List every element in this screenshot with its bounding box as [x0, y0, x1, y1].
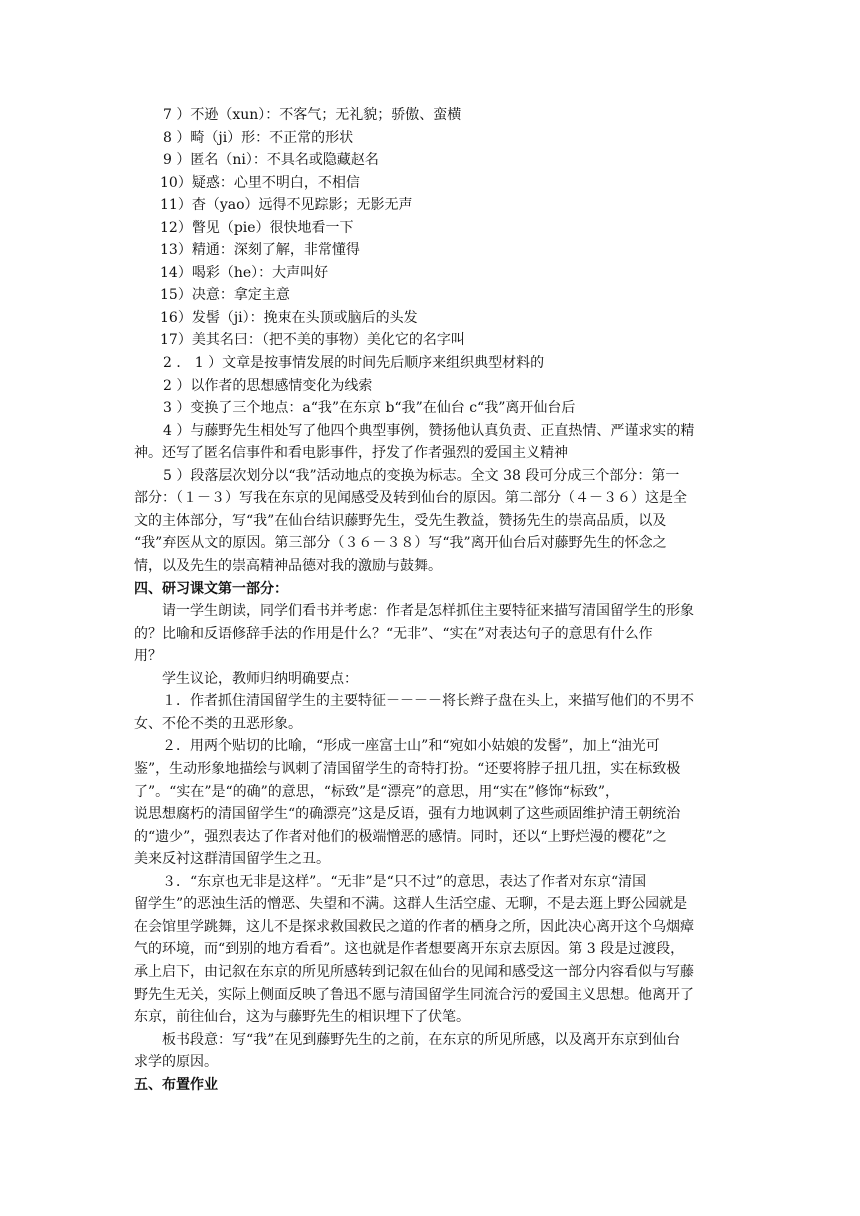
point-2-line-4: 说思想腐朽的清国留学生“的确漂亮”这是反语，强有力地讽刺了这些顽固维护清王朝统治: [134, 806, 681, 822]
structure-line-2: 2 ）以作者的思想感情变化为线索: [163, 378, 373, 394]
point-1-line-1: １．作者抓住清国留学生的主要特征－－－－将长辫子盘在头上，来描写他们的不男不: [162, 693, 694, 709]
point-2-line-6: 美来反衬这群清国留学生之丑。: [134, 851, 330, 867]
vocab-line-14: 14）喝彩（he）：大声叫好: [160, 265, 329, 281]
vocab-line-16: 16）发髻（ji）：挽束在头顶或脑后的头发: [160, 310, 418, 326]
vocab-line-7: 7 ）不逊（xun）：不客气；无礼貌；骄傲、蛮横: [163, 107, 462, 123]
vocab-line-13: 13）精通：深刻了解，非常懂得: [160, 242, 360, 258]
point-2-line-5: 的“遗少”，强烈表达了作者对他们的极端憎恶的感情。同时，还以“上野烂漫的樱花”之: [134, 829, 667, 845]
structure-line-5-cont-1: 部分：（１－３）写我在东京的见闻感受及转到仙台的原因。第二部分（４－３６）这是全: [134, 490, 687, 506]
vocab-line-10: 10）疑惑：心里不明白，不相信: [160, 175, 360, 191]
structure-line-5-cont-2: 文的主体部分，写“我”在仙台结识藤野先生，受先生教益，赞扬先生的崇高品质，以及: [134, 513, 667, 529]
structure-line-4: 4 ）与藤野先生相处写了他四个典型事例，赞扬他认真负责、正直热情、严谨求实的精: [163, 423, 695, 439]
vocab-line-8: 8 ）畸（ji）形：不正常的形状: [163, 130, 354, 146]
section-heading-4: 四、研习课文第一部分：: [134, 581, 288, 597]
structure-line-4-cont: 神。还写了匿名信事件和看电影事件，抒发了作者强烈的爱国主义精神: [134, 445, 568, 461]
structure-line-3: 3 ）变换了三个地点：a“我”在东京 b“我”在仙台 c“我”离开仙台后: [163, 400, 576, 416]
task-line-2: 的？比喻和反语修辞手法的作用是什么？“无非”、“实在”对表达句子的意思有什么作: [134, 626, 653, 642]
point-2-line-3: 了”。“实在”是“的确”的意思，“标致”是“漂亮”的意思，用“实在”修饰“标致”，: [134, 784, 620, 800]
point-3-line-4: 气的环境，而“到别的地方看看”。这也就是作者想要离开东京去原因。第 3 段是过渡段，: [134, 941, 685, 957]
point-2-line-2: 鉴”，生动形象地描绘与讽刺了清国留学生的奇特打扮。“还要将脖子扭几扭，实在标致极: [134, 761, 681, 777]
point-3-line-5: 承上启下，由记叙在东京的所见所感转到记叙在仙台的见闻和感受这一部分内容看似与写藤: [134, 964, 694, 980]
point-3-line-1: ３．“东京也无非是这样”。“无非”是“只不过”的意思，表达了作者对东京“清国: [162, 874, 647, 890]
board-summary-line-1: 板书段意：写“我”在见到藤野先生的之前，在东京的所见所感，以及离开东京到仙台: [162, 1032, 681, 1048]
point-3-line-7: 东京，前往仙台，这为与藤野先生的相识埋下了伏笔。: [134, 1009, 470, 1025]
vocab-line-11: 11）杳（yao）远得不见踪影；无影无声: [160, 197, 413, 213]
structure-line-5-cont-4: 情，以及先生的崇高精神品德对我的激励与鼓舞。: [134, 558, 442, 574]
vocab-line-12: 12）瞥见（pie）很快地看一下: [160, 220, 354, 236]
task-line-1: 请一学生朗读，同学们看书并考虑：作者是怎样抓住主要特征来描写清国留学生的形象: [162, 603, 694, 619]
structure-line-1: 2 ． 1 ）文章是按事情发展的时间先后顺序来组织典型材料的: [163, 355, 545, 371]
vocab-line-17: 17）美其名曰：（把不美的事物）美化它的名字叫: [160, 332, 465, 348]
point-3-line-2: 留学生”的恶浊生活的憎恶、失望和不满。这群人生活空虚、无聊，不是去逛上野公园就是: [134, 896, 688, 912]
discussion-intro: 学生议论，教师归纳明确要点：: [162, 671, 358, 687]
task-line-3: 用？: [134, 648, 162, 664]
vocab-line-15: 15）决意：拿定主意: [160, 287, 290, 303]
board-summary-line-2: 求学的原因。: [134, 1054, 218, 1070]
section-heading-5: 五、布置作业: [134, 1077, 218, 1093]
point-1-line-2: 女、不伦不类的丑恶形象。: [134, 716, 302, 732]
point-3-line-3: 在会馆里学跳舞，这儿不是探求救国救民之道的作者的栖身之所，因此决心离开这个乌烟瘴: [134, 919, 694, 935]
vocab-line-9: 9 ）匿名（ni）：不具名或隐藏赵名: [163, 152, 379, 168]
point-3-line-6: 野先生无关，实际上侧面反映了鲁迅不愿与清国留学生同流合污的爱国主义思想。他离开了: [134, 987, 694, 1003]
structure-line-5: 5 ）段落层次划分以“我”活动地点的变换为标志。全文 38 段可分成三个部分：第一: [163, 468, 680, 484]
structure-line-5-cont-3: “我”弃医从文的原因。第三部分（３６－３８）写“我”离开仙台后对藤野先生的怀念之: [134, 535, 667, 551]
point-2-line-1: ２．用两个贴切的比喻，“形成一座富士山”和“宛如小姑娘的发髻”，加上“油光可: [162, 738, 660, 754]
